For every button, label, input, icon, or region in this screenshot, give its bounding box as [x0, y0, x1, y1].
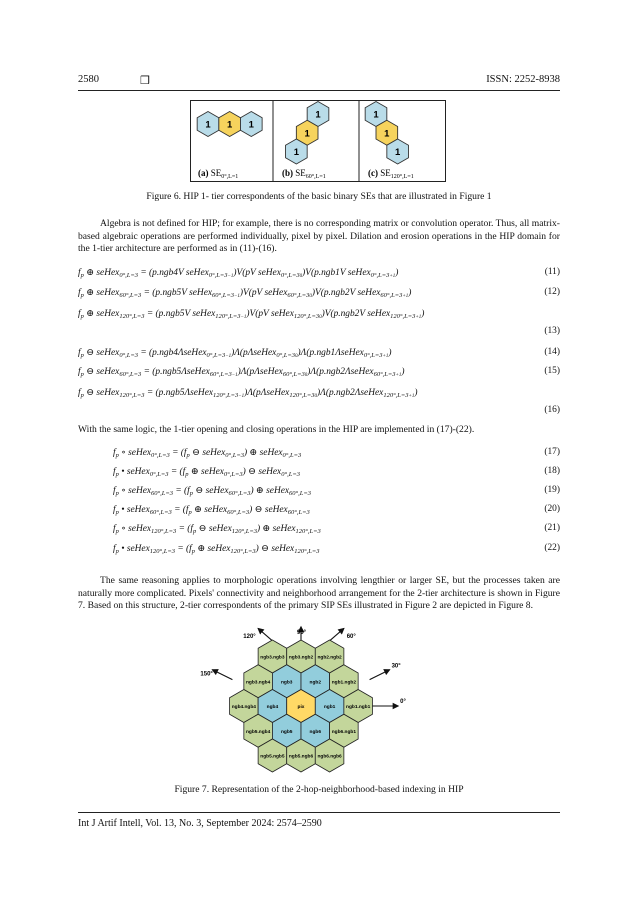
angle-label: 90° — [297, 630, 307, 636]
se-hex-value: 1 — [384, 128, 390, 140]
equation: $f_p$ ⊖ seHex$_{120^\circ,L=3}$ = (p.ngb5ΛseHex$_{120^\circ,L=3-1}$)Λ(pΛseHex$_{120^\circ,L=30}$)Λ(p.ngb2ΛseHex$_{120^\circ,L=3+1}$) — [78, 388, 418, 399]
hip-hex-label: ngb1.ngb1 — [346, 705, 371, 710]
hip-hex-label: ngb5.ngb6 — [288, 754, 314, 760]
equation: $f_p$ • seHex$_{60^\circ,L=3}$ = ($f_p$ ⊕ seHex$_{60^\circ,L=3}$) ⊖ seHex$_{60^\circ,L=3}$ — [113, 505, 310, 516]
angle-label: 0° — [400, 699, 406, 705]
figure-7 — [200, 622, 425, 772]
equation-number: (12) — [544, 287, 560, 297]
hip-hex-label: ngb3.ngb2 — [288, 655, 314, 661]
hip-hex-label: ngb2 — [309, 680, 322, 686]
se-hex-value: 1 — [304, 128, 310, 140]
se-hex-value: 1 — [293, 147, 299, 158]
se-hex-value: 1 — [395, 147, 401, 158]
equation: $f_p$ ∘ seHex$_{0^\circ,L=3}$ = ($f_p$ ⊖ seHex$_{0^\circ,L=3}$) ⊕ seHex$_{0^\circ,L=3}$ — [113, 448, 302, 459]
hip-hex-label: ngb3.ngb4 — [246, 680, 271, 686]
issn: ISSN: 2252-8938 — [486, 74, 560, 85]
hip-hex-label: ngb5.ngb5 — [260, 754, 285, 760]
equation-number: (15) — [544, 366, 560, 376]
se-hex-value: 1 — [248, 119, 254, 131]
hip-hex-label: ngb4 — [266, 705, 279, 710]
direction-arrow — [370, 670, 390, 680]
hip-hex-label: ngb3 — [280, 680, 293, 686]
se-hex-value: 1 — [227, 119, 233, 131]
equation: $f_p$ ⊕ seHex$_{60^\circ,L=3}$ = (p.ngb5V seHex$_{60^\circ,L=3-1}$)V(pV seHex$_{60^\circ,L=30}$)V(p.ngb2V seHex$_{60^\circ,L=3+1}$) — [78, 288, 412, 299]
figure-7-caption: Figure 7. Representation of the 2-hop-neighborhood-based indexing in HIP — [174, 784, 464, 795]
panel-label: (c) $SE_{120^\circ,L=1}$ — [368, 168, 414, 180]
hip-hex-label: ngb5.ngb4 — [246, 729, 271, 735]
equation-number: (11) — [544, 267, 560, 277]
paragraph-1: Algebra is not defined for HIP; for example, there is no corresponding matrix or convolution operator. Thus, all matrix-based algebraic operations are performed individually, pixel by pixel. Dilation and erosion operations in the HIP domain for the 1-tier architecture are performed as in (11)-(16). — [78, 218, 560, 255]
angle-label: 120° — [243, 634, 256, 640]
direction-arrow — [212, 670, 232, 680]
equation-number: (14) — [544, 347, 560, 357]
hip-hex-label: ngb1 — [323, 705, 336, 710]
paragraph-3: The same reasoning applies to morphologic operations involving lengthier or larger SE, but the processes taken are naturally more complicated. Pixels' connectivity and neighborhood arrangement for the 2-tier architecture is shown in Figure 7. Based on this structure, 2-tier correspondents of the primary SIP SEs illustrated in Figure 2 are depicted in Figure 8. — [78, 575, 560, 612]
equation-number: (21) — [544, 523, 560, 533]
panel-label: (b) $SE_{60^\circ,L=1}$ — [282, 168, 326, 180]
angle-label: 30° — [391, 663, 401, 670]
se-hex-value: 1 — [373, 109, 379, 121]
panel-label: (a) $SE_{0^\circ,L=1}$ — [198, 168, 239, 180]
hip-hex-label: ngb6 — [309, 729, 322, 735]
paragraph-2: With the same logic, the 1-tier opening and closing operations in the HIP are implemented in (17)-(22). — [78, 424, 475, 435]
hip-hex-label: ngb5 — [280, 729, 293, 735]
header-rule — [78, 90, 560, 91]
hip-hex-label: ngb6.ngb6 — [317, 754, 342, 760]
equation-number: (17) — [544, 447, 560, 457]
hip-hex-label: pix — [297, 705, 305, 710]
figure-6-caption: Figure 6. HIP 1- tier correspondents of the basic binary SEs that are illustrated in Figure 1 — [146, 191, 492, 202]
equation: $f_p$ ⊖ seHex$_{60^\circ,L=3}$ = (p.ngb5ΛseHex$_{60^\circ,L=3-1}$)Λ(pΛseHex$_{60^\circ,L=30}$)Λ(p.ngb2ΛseHex$_{60^\circ,L=3+1}$) — [78, 367, 405, 378]
hip-hex-label: ngb2.ngb2 — [317, 655, 342, 661]
equation: $f_p$ ⊖ seHex$_{0^\circ,L=3}$ = (p.ngb4ΛseHex$_{0^\circ,L=3-1}$)Λ(pΛseHex$_{0^\circ,L=30}$)Λ(p.ngb1ΛseHex$_{0^\circ,L=3+1}$) — [78, 348, 392, 359]
angle-label: 150° — [200, 671, 213, 678]
equation-number: (19) — [544, 485, 560, 495]
footer-rule — [78, 812, 560, 813]
equation-number: (18) — [544, 466, 560, 476]
equation-number: (22) — [544, 543, 560, 553]
angle-label: 60° — [346, 634, 356, 640]
figure-6 — [190, 100, 446, 182]
equation: $f_p$ ∘ seHex$_{60^\circ,L=3}$ = ($f_p$ ⊖ seHex$_{60^\circ,L=3}$) ⊕ seHex$_{60^\circ,L=3}$ — [113, 486, 312, 497]
se-hex-value: 1 — [315, 109, 321, 121]
hip-hex-label: ngb4.ngb4 — [231, 705, 256, 710]
footer-citation: Int J Artif Intell, Vol. 13, No. 3, September 2024: 2574–2590 — [78, 818, 322, 829]
section-symbol: ❒ — [140, 75, 150, 87]
equation: $f_p$ ⊕ seHex$_{0^\circ,L=3}$ = (p.ngb4V seHex$_{0^\circ,L=3-1}$)V(pV seHex$_{0^\circ,L=30}$)V(p.ngb1V seHex$_{0^\circ,L=3+1}$) — [78, 268, 399, 279]
equation: $f_p$ • seHex$_{0^\circ,L=3}$ = ($f_p$ ⊕ seHex$_{0^\circ,L=3}$) ⊖ seHex$_{0^\circ,L=3}$ — [113, 467, 300, 478]
equation: $f_p$ • seHex$_{120^\circ,L=3}$ = ($f_p$ ⊕ seHex$_{120^\circ,L=3}$) ⊖ seHex$_{120^\circ,L=3}$ — [113, 544, 320, 555]
equation-number: (13) — [544, 326, 560, 336]
hip-hex-label: ngb6.ngb1 — [331, 729, 356, 735]
hip-hex-label: ngb3.ngb3 — [260, 655, 285, 661]
se-hex-value: 1 — [205, 119, 211, 131]
hip-hex-label: ngb1.ngb2 — [331, 680, 356, 686]
equation: $f_p$ ∘ seHex$_{120^\circ,L=3}$ = ($f_p$ ⊖ seHex$_{120^\circ,L=3}$) ⊕ seHex$_{120^\circ,L=3}$ — [113, 524, 321, 535]
page-number: 2580 — [78, 74, 99, 85]
equation: $f_p$ ⊕ seHex$_{120^\circ,L=3}$ = (p.ngb5V seHex$_{120^\circ,L=3-1}$)V(pV seHex$_{120^\circ,L=30}$)V(p.ngb2V seHex$_{120^\circ,L=3+1}$) — [78, 309, 425, 320]
equation-number: (16) — [544, 405, 560, 415]
equation-number: (20) — [544, 504, 560, 514]
